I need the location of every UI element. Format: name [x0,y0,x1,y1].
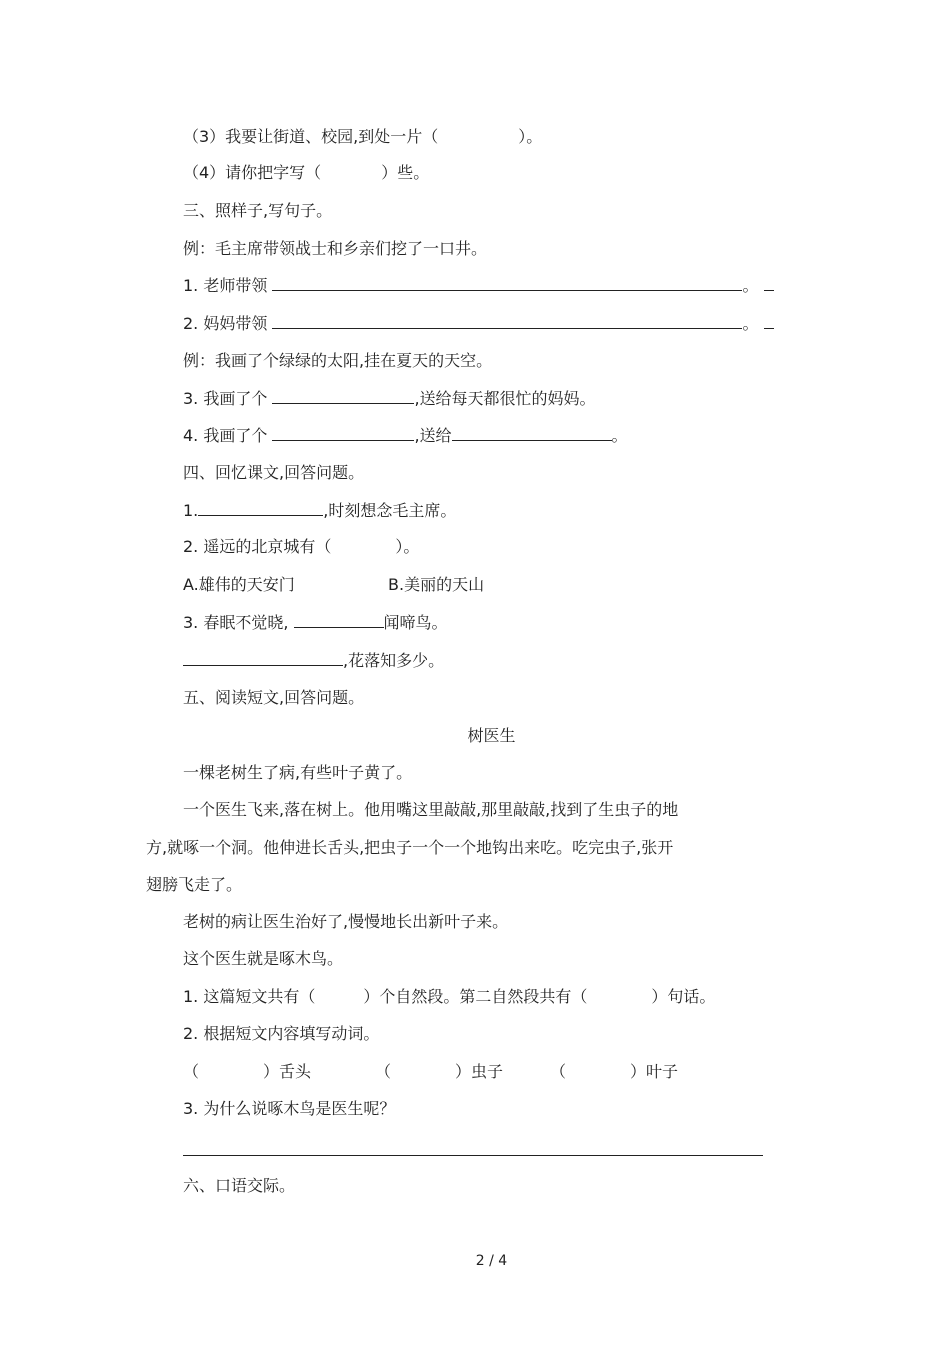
section-3-heading: 三、照样子,写句子。 [183,201,333,220]
answer-line[interactable] [183,1155,763,1156]
fill-leaves: （ ）叶子 [550,1062,679,1081]
fill-tongue: （ ）舌头 [183,1062,312,1081]
passage-p2-line2: 方,就啄一个洞。他伸进长舌头,把虫子一个一个地钩出来吃。吃完虫子,张开 [146,838,674,857]
s2-q3: （3）我要让街道、校园,到处一片（ ）。 [183,127,543,146]
passage-p4: 这个医生就是啄木鸟。 [183,949,344,968]
s3-q2: 2. 妈妈带领 。 [183,312,774,335]
answer-blank[interactable] [198,499,323,516]
s5-q3: 3. 为什么说啄木鸟是医生呢？ [183,1099,396,1118]
passage-p2-line1: 一个医生飞来,落在树上。他用嘴这里敲敲,那里敲敲,找到了生虫子的地 [183,800,679,819]
s3-q4: 4. 我画了个 ,送给 。 [183,426,628,445]
passage-p2-line3: 翅膀飞走了。 [146,875,243,894]
s4-q1: 1. ,时刻想念毛主席。 [183,501,457,520]
fill-bugs: （ ）虫子 [375,1062,504,1081]
answer-blank[interactable] [294,611,384,628]
section-5-heading: 五、阅读短文,回答问题。 [183,688,365,707]
s3-q1: 1. 老师带领 。 [183,274,774,297]
answer-blank[interactable] [272,387,414,404]
s2-q4: （4）请你把字写（ ）些。 [183,163,430,182]
section-4-heading: 四、回忆课文,回答问题。 [183,463,365,482]
answer-blank[interactable] [272,312,742,329]
answer-blank[interactable] [452,424,612,441]
answer-blank[interactable] [183,649,343,666]
answer-blank[interactable] [272,274,742,291]
passage-p1: 一棵老树生了病,有些叶子黄了。 [183,763,413,782]
section-6-heading: 六、口语交际。 [183,1176,296,1195]
s3-q3: 3. 我画了个 ,送给每天都很忙的妈妈。 [183,389,596,408]
page-number: 2 / 4 [475,1253,508,1269]
s4-q2: 2. 遥远的北京城有（ ）。 [183,537,420,556]
passage-title: 树医生 [467,726,516,745]
s4-q3b: ,花落知多少。 [183,649,444,672]
s4-q3: 3. 春眠不觉晓, 闻啼鸟。 [183,613,448,632]
s5-q1: 1. 这篇短文共有（ ）个自然段。第二自然段共有（ ）句话。 [183,987,716,1006]
passage-p3: 老树的病让医生治好了,慢慢地长出新叶子来。 [183,912,509,931]
example-2: 例：我画了个绿绿的太阳,挂在夏天的天空。 [183,351,493,370]
example-1: 例：毛主席带领战士和乡亲们挖了一口井。 [183,239,488,258]
option-a[interactable]: A.雄伟的天安门 [183,575,295,594]
answer-blank[interactable] [272,424,414,441]
s5-q2: 2. 根据短文内容填写动词。 [183,1024,380,1043]
option-b[interactable]: B.美丽的天山 [388,575,485,594]
